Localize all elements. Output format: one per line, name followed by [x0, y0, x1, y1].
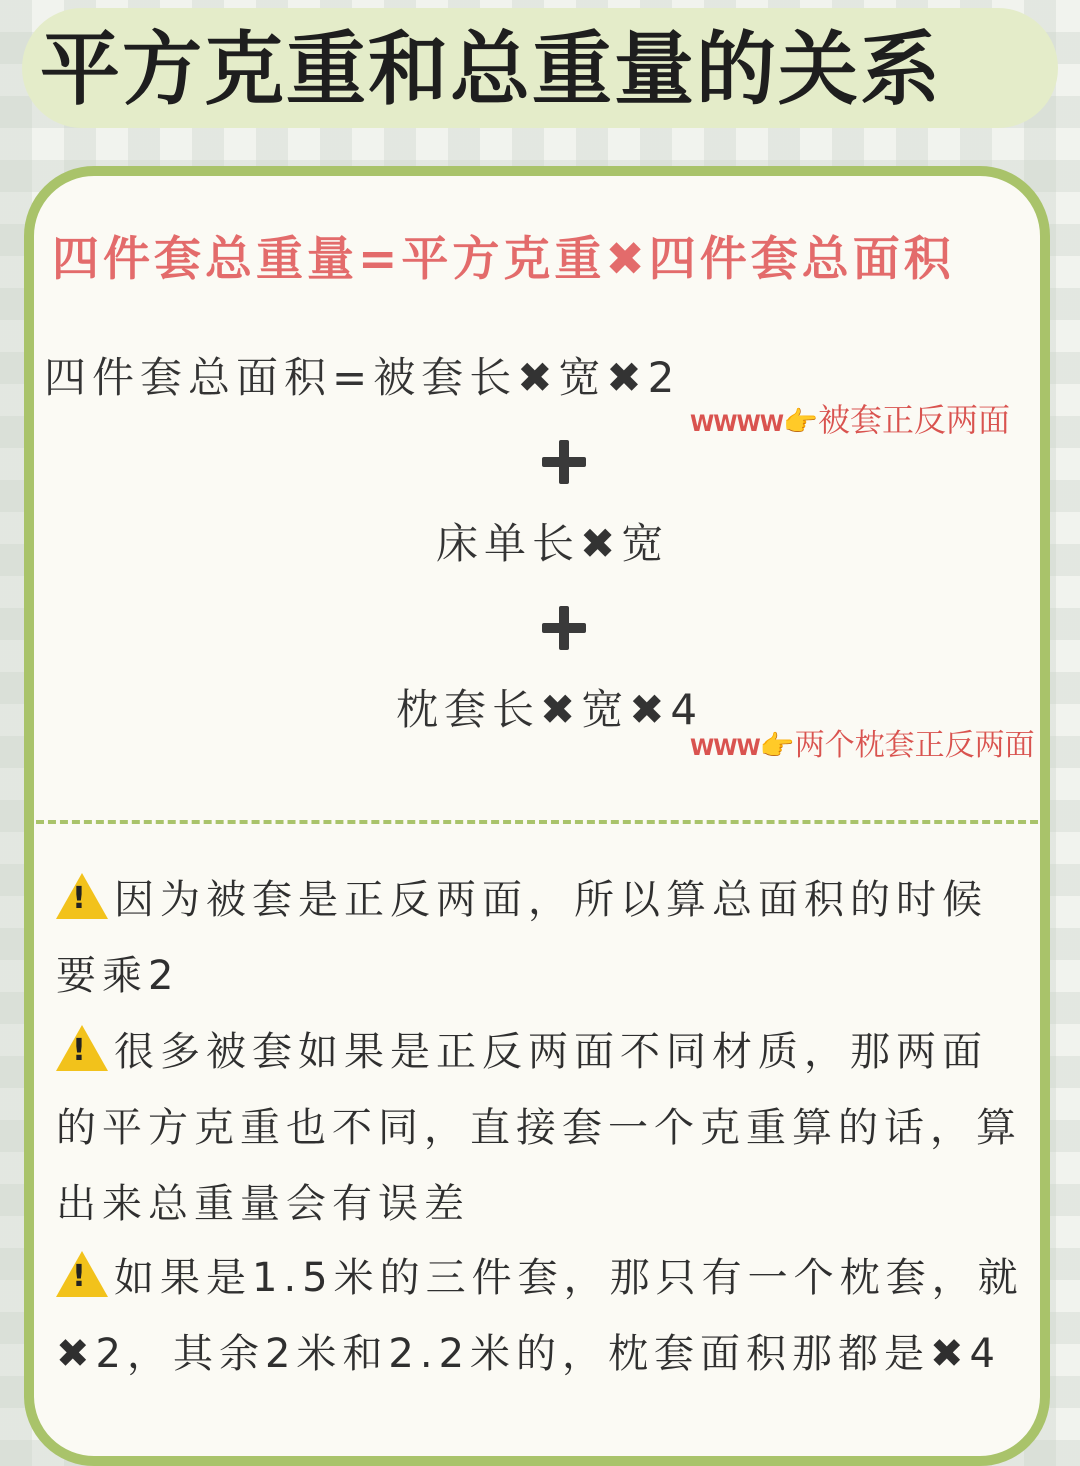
note-text-2: 很多被套如果是正反两面不同材质，那两面的平方克重也不同，直接套一个克重算的话，算出来总重量会有误差	[56, 1029, 1022, 1227]
weight-formula: 四件套总重量=平方克重✖四件套总面积	[52, 232, 955, 287]
note-paragraph-1	[56, 862, 1026, 1014]
duvet-note-text: 被套正反两面	[817, 401, 1010, 439]
pointing-hand-icon: 👉	[759, 729, 795, 762]
note-text-1: 因为被套是正反两面，所以算总面积的时候要乘2	[56, 877, 988, 999]
pillow-area-line: 枕套长✖宽✖4	[396, 685, 704, 734]
warning-icon: !	[56, 1251, 108, 1297]
plus-icon	[542, 440, 586, 484]
pointing-hand-icon: 👉	[783, 405, 818, 438]
duvet-note	[690, 400, 1010, 445]
note-text-3: 如果是1.5米的三件套，那只有一个枕套，就✖2，其余2米和2.2米的，枕套面积那都是✖4	[56, 1255, 1024, 1377]
plus-icon	[542, 606, 586, 650]
duvet-area-line: 四件套总面积=被套长✖宽✖2	[44, 353, 681, 402]
dashed-divider	[36, 820, 1050, 824]
note-paragraph-2	[56, 1014, 1026, 1242]
warning-icon: !	[56, 1025, 108, 1071]
pillow-note	[690, 726, 1035, 769]
wavy-line-icon: WWW	[690, 736, 760, 761]
wavy-line-icon: WWWW	[690, 412, 784, 437]
pillow-note-text: 两个枕套正反两面	[794, 728, 1035, 763]
page-title: 平方克重和总重量的关系	[40, 23, 942, 116]
warning-icon: !	[56, 873, 108, 919]
note-paragraph-3	[56, 1240, 1026, 1392]
sheet-area-line: 床单长✖宽	[436, 519, 670, 568]
